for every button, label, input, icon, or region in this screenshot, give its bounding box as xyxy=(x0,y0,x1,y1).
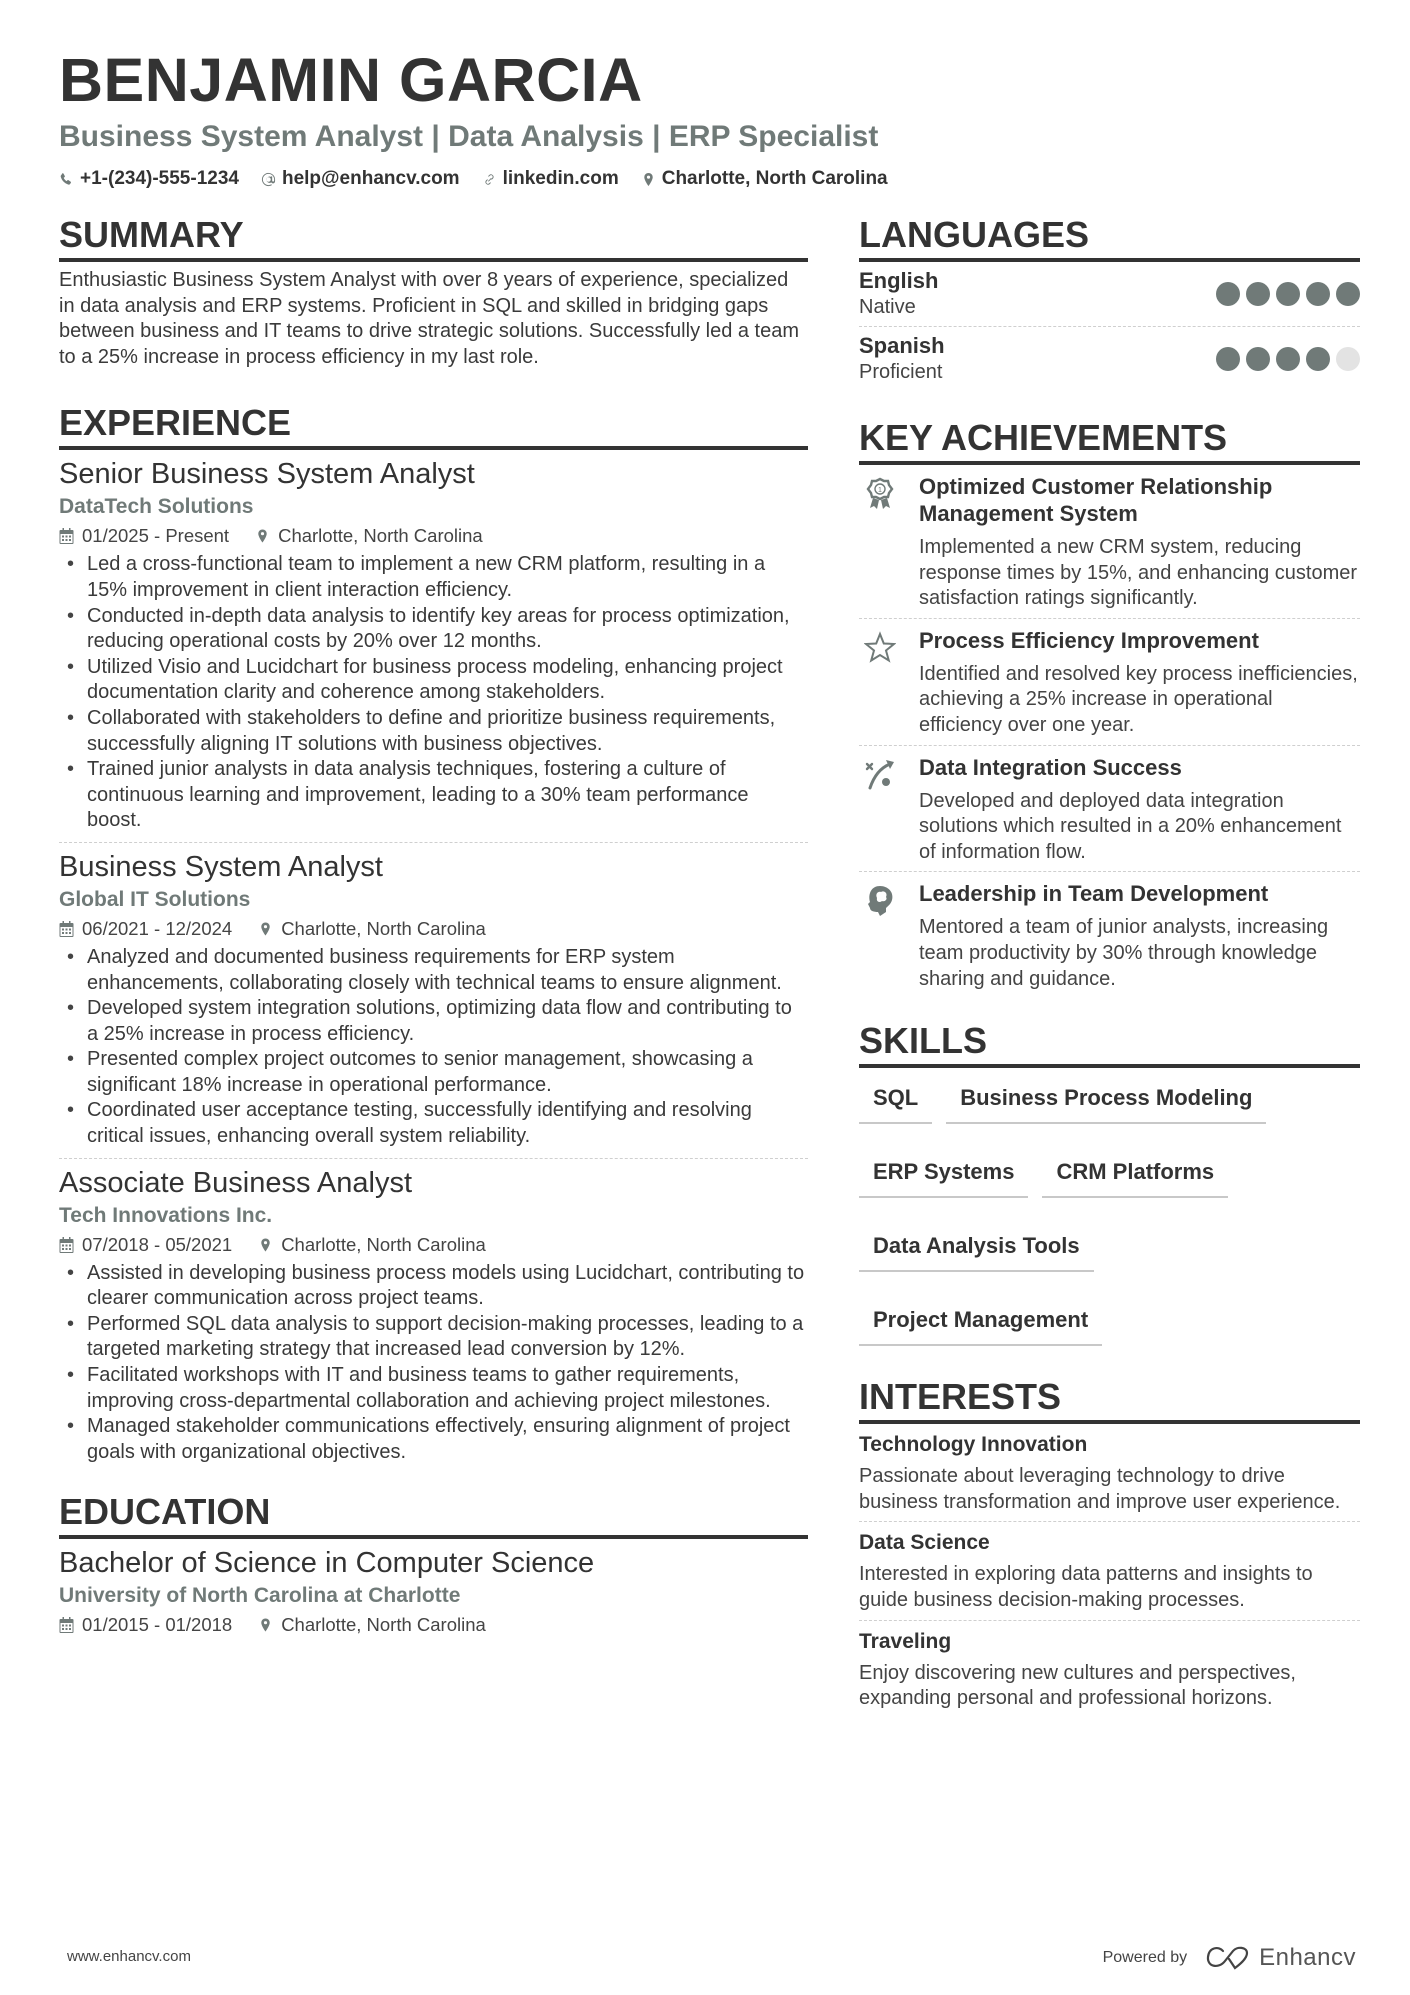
rating-dot-filled xyxy=(1306,347,1330,371)
education-entry xyxy=(59,1539,808,1647)
skill-tag: ERP Systems xyxy=(859,1152,1028,1198)
achievement-body xyxy=(919,627,1360,739)
job-meta xyxy=(59,522,808,550)
interest-item xyxy=(859,1424,1360,1522)
achievement-item xyxy=(859,465,1360,619)
interests-section xyxy=(859,1376,1360,1718)
svg-text:1: 1 xyxy=(878,487,882,494)
location-pin-icon xyxy=(641,172,656,187)
achievement-item xyxy=(859,872,1360,998)
job-bullet: • Managed stakeholder communications effectively, ensuring alignment of project goals with organizational objectives. xyxy=(59,1414,808,1465)
interest-desc: Enjoy discovering new cultures and perspectives, expanding personal and professional horizons. xyxy=(859,1661,1296,1710)
achievement-icon-wrap xyxy=(859,473,901,612)
language-level: Native xyxy=(859,296,916,318)
languages-section xyxy=(859,214,1360,391)
achievement-item xyxy=(859,746,1360,873)
job-company: Tech Innovations Inc. xyxy=(59,1203,273,1227)
brand-name: Enhancv xyxy=(1259,1944,1356,1971)
rating-dot-filled xyxy=(1276,347,1300,371)
star-icon xyxy=(864,631,896,665)
education-heading: EDUCATION xyxy=(59,1491,808,1539)
job-dates-text: 06/2021 - 12/2024 xyxy=(82,917,233,939)
language-name: English xyxy=(859,268,939,293)
achievement-title: Process Efficiency Improvement xyxy=(919,627,1259,653)
achievement-icon-wrap xyxy=(859,754,901,866)
footer-website-link[interactable]: www.enhancv.com xyxy=(67,1948,191,1965)
language-text xyxy=(859,333,945,385)
job-bullet: • Trained junior analysts in data analysis techniques, fostering a culture of continuous learning and improvement, leading to a 30% team performance boost. xyxy=(59,757,808,834)
enhancv-logo-icon xyxy=(1205,1945,1251,1971)
contact-location xyxy=(641,168,888,190)
job-bullet: • Presented complex project outcomes to senior management, showcasing a significant 18% increase in operational performance. xyxy=(59,1047,808,1098)
education-meta xyxy=(59,1611,808,1639)
contact-linkedin-text: linkedin.com xyxy=(502,168,619,189)
achievement-item xyxy=(859,619,1360,746)
achievement-body xyxy=(919,473,1360,612)
job-dates-text: 07/2018 - 05/2021 xyxy=(82,1233,233,1255)
achievements-heading: KEY ACHIEVEMENTS xyxy=(859,417,1360,465)
interests-heading: INTERESTS xyxy=(859,1376,1360,1424)
job-dates-text: 01/2025 - Present xyxy=(82,525,230,547)
calendar-icon xyxy=(59,528,74,544)
rating-dot-filled xyxy=(1246,282,1270,306)
education-location xyxy=(258,1611,486,1639)
link-icon xyxy=(482,172,497,187)
job-company: DataTech Solutions xyxy=(59,495,254,519)
contact-phone-text: +1-(234)-555-1234 xyxy=(80,168,239,189)
rating-dot-filled xyxy=(1216,282,1240,306)
achievements-section xyxy=(859,417,1360,998)
job-bullet: • Led a cross-functional team to implement a new CRM platform, resulting in a 15% improvement in client interaction efficiency. xyxy=(59,552,808,603)
job-location xyxy=(258,915,486,943)
calendar-icon xyxy=(59,1237,74,1253)
rating-dot-filled xyxy=(1246,347,1270,371)
language-item xyxy=(859,262,1360,327)
achievement-title: Leadership in Team Development xyxy=(919,881,1269,907)
achievement-title: Data Integration Success xyxy=(919,754,1182,780)
job-location-text: Charlotte, North Carolina xyxy=(278,525,483,547)
language-text xyxy=(859,268,938,320)
calendar-icon xyxy=(59,1617,74,1633)
job-bullet: • Analyzed and documented business requirements for ERP system enhancements, collaborating closely with technical teams to ensure alignment. xyxy=(59,945,808,996)
job-meta xyxy=(59,1231,808,1259)
powered-by[interactable] xyxy=(1103,1944,1356,1972)
phone-icon xyxy=(59,172,74,187)
contact-phone[interactable] xyxy=(59,168,239,190)
language-rating xyxy=(1216,347,1360,371)
page-footer xyxy=(0,1944,1410,1974)
skills-list xyxy=(859,1068,1360,1346)
rating-dot-filled xyxy=(1336,282,1360,306)
job-dates xyxy=(59,522,229,550)
job-title: Senior Business System Analyst xyxy=(59,458,475,491)
contact-email-text: help@enhancv.com xyxy=(281,168,460,189)
rating-dot-empty xyxy=(1336,347,1360,371)
achievement-body xyxy=(919,880,1360,992)
location-pin-icon xyxy=(258,921,273,937)
job-location xyxy=(258,1231,486,1259)
job-bullet: • Utilized Visio and Lucidchart for business process modeling, enhancing project documentation clarity and coherence among stakeholders. xyxy=(59,655,808,706)
achievement-body xyxy=(919,754,1360,866)
award-ribbon-icon xyxy=(864,477,896,511)
achievement-desc: Mentored a team of junior analysts, increasing team productivity by 30% through knowledge sharing and guidance. xyxy=(919,916,1329,990)
experience-section xyxy=(59,402,808,1473)
skills-heading: SKILLS xyxy=(859,1020,1360,1068)
languages-heading: LANGUAGES xyxy=(859,214,1360,262)
strategy-arrow-icon xyxy=(864,758,896,792)
interest-title: Traveling xyxy=(859,1629,952,1653)
achievement-title: Optimized Customer Relationship Management System xyxy=(919,474,1273,526)
achievement-desc: Developed and deployed data integration solutions which resulted in a 20% enhancement of information flow. xyxy=(919,789,1342,863)
job-company: Global IT Solutions xyxy=(59,887,251,911)
achievement-icon-wrap xyxy=(859,880,901,992)
job-bullet: • Coordinated user acceptance testing, successfully identifying and resolving critical issues, enhancing overall system reliability. xyxy=(59,1098,808,1149)
job-bullets xyxy=(59,1261,808,1466)
powered-by-label: Powered by xyxy=(1102,1949,1188,1966)
interest-desc: Passionate about leveraging technology to drive business transformation and improve user experience. xyxy=(859,1465,1341,1513)
experience-entry xyxy=(59,1159,808,1474)
calendar-icon xyxy=(59,921,74,937)
rating-dot-filled xyxy=(1276,282,1300,306)
job-bullet: • Collaborated with stakeholders to define and prioritize business requirements, successfully aligning IT solutions with business objectives. xyxy=(59,706,808,757)
degree: Bachelor of Science in Computer Science xyxy=(59,1547,595,1580)
job-bullets xyxy=(59,552,808,834)
rating-dot-filled xyxy=(1306,282,1330,306)
experience-entry xyxy=(59,450,808,843)
job-location-text: Charlotte, North Carolina xyxy=(281,917,486,939)
education-section xyxy=(59,1491,808,1647)
job-dates xyxy=(59,1231,232,1259)
achievement-desc: Identified and resolved key process inefficiencies, achieving a 25% increase in operational efficiency over one year. xyxy=(919,662,1358,736)
language-level: Proficient xyxy=(859,361,943,383)
education-location-text: Charlotte, North Carolina xyxy=(281,1614,486,1636)
candidate-headline: Business System Analyst | Data Analysis | ERP Specialist xyxy=(59,120,879,153)
rating-dot-filled xyxy=(1216,347,1240,371)
resume-header xyxy=(59,44,1359,190)
skills-section xyxy=(859,1020,1360,1346)
skill-tag: SQL xyxy=(859,1078,932,1124)
language-item xyxy=(859,327,1360,391)
skill-tag: CRM Platforms xyxy=(1042,1152,1228,1198)
job-dates xyxy=(59,915,232,943)
job-bullets xyxy=(59,945,808,1150)
job-bullet: • Facilitated workshops with IT and business teams to gather requirements, improving cross-departmental collaboration and achieving project milestones. xyxy=(59,1363,808,1414)
location-pin-icon xyxy=(258,1617,273,1633)
language-rating xyxy=(1216,282,1360,306)
candidate-name: BENJAMIN GARCIA xyxy=(59,46,643,114)
language-name: Spanish xyxy=(859,333,945,358)
education-dates xyxy=(59,1611,232,1639)
achievement-desc: Implemented a new CRM system, reducing response times by 15%, and enhancing customer satisfaction ratings significantly. xyxy=(919,536,1358,610)
left-column xyxy=(59,214,808,1671)
skill-tag: Business Process Modeling xyxy=(946,1078,1266,1124)
education-dates-text: 01/2015 - 01/2018 xyxy=(82,1614,233,1636)
summary-text: Enthusiastic Business System Analyst with over 8 years of experience, specialized in data analysis and ERP systems. Proficient in SQL and skilled in bridging gaps between business and IT teams to drive strategic solutions. Successfully led a team to a 25% increase in process efficiency in my last role. xyxy=(59,269,800,368)
contact-bar xyxy=(59,168,1359,190)
job-location-text: Charlotte, North Carolina xyxy=(281,1233,486,1255)
interest-desc: Interested in exploring data patterns and insights to guide business decision-making processes. xyxy=(859,1563,1313,1611)
head-brain-icon xyxy=(864,884,896,918)
location-pin-icon xyxy=(258,1237,273,1253)
right-column xyxy=(859,214,1360,1742)
skill-tag: Data Analysis Tools xyxy=(859,1226,1094,1272)
job-bullet: • Performed SQL data analysis to support decision-making processes, leading to a targeted marketing strategy that increased lead conversion by 12%. xyxy=(59,1312,808,1363)
brand-logo xyxy=(1205,1944,1356,1972)
school: University of North Carolina at Charlotte xyxy=(59,1584,461,1608)
job-meta xyxy=(59,915,808,943)
interest-title: Technology Innovation xyxy=(859,1433,1088,1457)
job-bullet: • Developed system integration solutions, optimizing data flow and contributing to a 25% increase in process efficiency. xyxy=(59,996,808,1047)
at-icon xyxy=(261,172,276,187)
summary-heading: SUMMARY xyxy=(59,214,808,262)
contact-linkedin[interactable] xyxy=(482,168,619,190)
interest-item xyxy=(859,1621,1360,1718)
contact-email[interactable] xyxy=(261,168,460,190)
skill-tag: Project Management xyxy=(859,1300,1102,1346)
experience-entry xyxy=(59,843,808,1159)
experience-heading: EXPERIENCE xyxy=(59,402,808,450)
summary-section xyxy=(59,214,808,370)
job-title: Business System Analyst xyxy=(59,850,383,883)
job-location xyxy=(255,522,483,550)
job-bullet: • Assisted in developing business process models using Lucidchart, contributing to clearer communication across project teams. xyxy=(59,1261,808,1312)
interest-item xyxy=(859,1522,1360,1620)
job-bullet: • Conducted in-depth data analysis to identify key areas for process optimization, reducing operational costs by 20% over 12 months. xyxy=(59,604,808,655)
job-title: Associate Business Analyst xyxy=(59,1166,413,1199)
achievement-icon-wrap xyxy=(859,627,901,739)
interest-title: Data Science xyxy=(859,1531,990,1555)
contact-location-text: Charlotte, North Carolina xyxy=(661,168,888,189)
location-pin-icon xyxy=(255,528,270,544)
